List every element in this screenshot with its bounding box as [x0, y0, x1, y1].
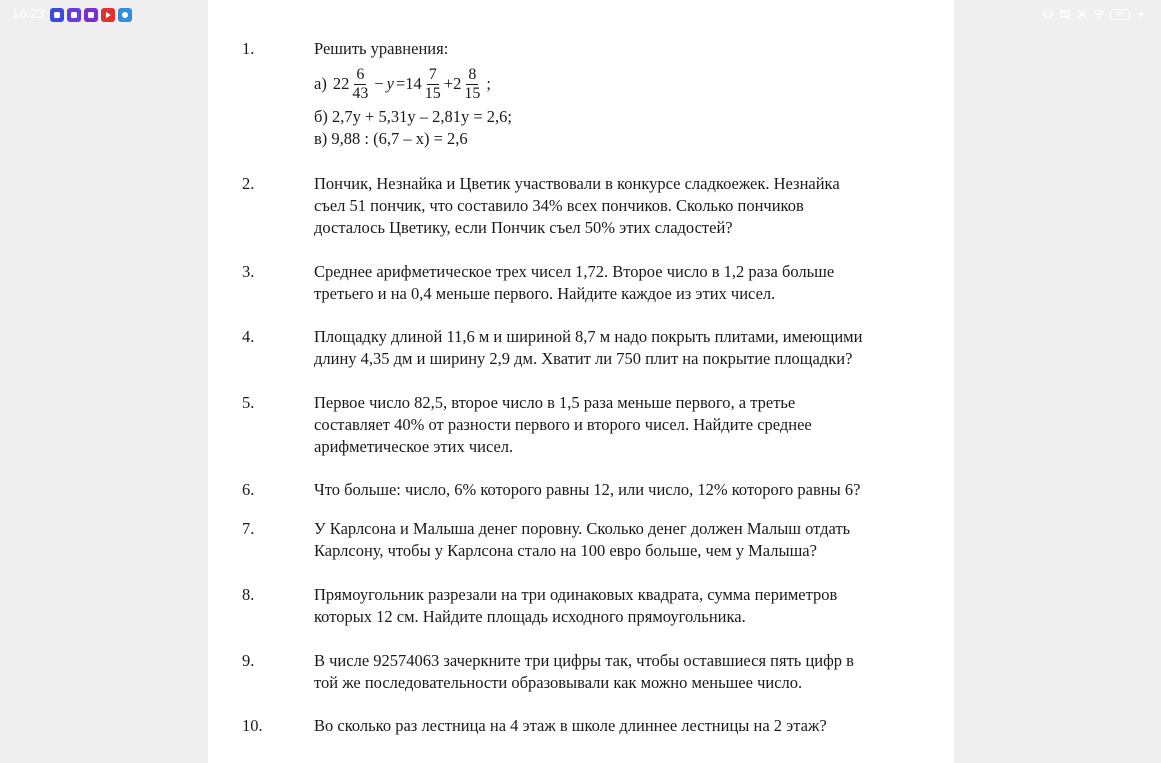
fraction	[423, 66, 443, 103]
charging-icon	[1135, 8, 1147, 20]
numerator: 7	[428, 65, 437, 83]
status-time: 16:23	[12, 6, 45, 21]
problem-text	[314, 584, 914, 628]
equation-a	[314, 62, 914, 106]
text-line: Карлсону, чтобы у Карлсона стало на 100 евро больше, чем у Малыша?	[314, 541, 817, 560]
text-line: Площадку длиной 11,6 м и шириной 8,7 м надо покрыть плитами, имеющими	[314, 327, 863, 346]
app-notification-icon	[67, 8, 81, 22]
denominator: 15	[424, 84, 441, 102]
text-line: Во сколько раз лестница на 4 этаж в школе длиннее лестницы на 2 этаж?	[314, 716, 827, 735]
numerator: 8	[468, 65, 477, 83]
problem-text	[314, 392, 914, 458]
problem-title: Решить уравнения:	[314, 39, 449, 58]
problem-text	[314, 173, 914, 239]
text-line: длину 4,35 дм и ширину 2,9 дм. Хватит ли 750 плит на покрытие площадки?	[314, 349, 853, 368]
denominator: 43	[352, 84, 369, 102]
text-line: той же последовательности образовывали как можно меньшее число.	[314, 673, 803, 692]
bluetooth-icon	[1042, 8, 1054, 20]
text-line: Что больше: число, 6% которого равны 12, или число, 12% которого равны 6?	[314, 480, 861, 499]
problem-number: 10.	[242, 716, 263, 735]
problem-text	[314, 650, 914, 694]
whole-part: 22	[332, 74, 350, 93]
notification-icons	[50, 8, 132, 22]
equals-part: =14	[395, 74, 422, 93]
text-line: съел 51 пончик, что составило 34% всех пончиков. Сколько пончиков	[314, 196, 804, 215]
text-line: которых 12 см. Найдите площадь исходного прямоугольника.	[314, 607, 746, 626]
problem-number: 7.	[242, 519, 255, 538]
fraction	[462, 66, 482, 103]
problem-number: 1.	[242, 39, 255, 58]
equation-c: в) 9,88 : (6,7 – x) = 2,6	[314, 129, 468, 148]
text-line: Первое число 82,5, второе число в 1,5 раза меньше первого, а третье	[314, 393, 796, 412]
signal-off-icon	[1076, 8, 1088, 20]
document-page	[208, 0, 954, 763]
wifi-icon	[1093, 8, 1105, 20]
problem-number: 2.	[242, 174, 255, 193]
plus-part: +2	[443, 74, 462, 93]
mute-icon	[1059, 8, 1071, 20]
text-line: У Карлсона и Малыша денег поровну. Сколько денег должен Малыш отдать	[314, 519, 851, 538]
text-line: В числе 92574063 зачеркните три цифры так, чтобы оставшиеся пять цифр в	[314, 651, 854, 670]
text-line: Среднее арифметическое трех чисел 1,72. Второе число в 1,2 раза больше	[314, 262, 835, 281]
app-notification-icon	[84, 8, 98, 22]
system-icons	[1042, 8, 1147, 20]
text-line: третьего и на 0,4 меньше первого. Найдите каждое из этих чисел.	[314, 284, 776, 303]
text-line: арифметическое этих чисел.	[314, 437, 514, 456]
text-line: составляет 40% от разности первого и второго чисел. Найдите среднее	[314, 415, 812, 434]
denominator: 15	[464, 84, 481, 102]
problem-number: 9.	[242, 651, 255, 670]
problem-text	[314, 479, 914, 501]
app-notification-icon	[118, 8, 132, 22]
text-line: Пончик, Незнайка и Цветик участвовали в конкурсе сладкоежек. Незнайка	[314, 174, 840, 193]
battery-icon: 68	[1110, 9, 1130, 20]
problem-number: 5.	[242, 393, 255, 412]
problem-text	[314, 715, 914, 737]
equation-label: а)	[314, 74, 327, 93]
problem-text	[314, 38, 914, 150]
text-line: Прямоугольник разрезали на три одинаковых квадрата, сумма периметров	[314, 585, 838, 604]
equation-b: б) 2,7y + 5,31y – 2,81y = 2,6;	[314, 107, 512, 126]
problem-number: 8.	[242, 585, 255, 604]
problem-number: 3.	[242, 262, 255, 281]
minus-sign: −	[374, 74, 384, 93]
variable: y	[386, 74, 394, 93]
problem-text	[314, 261, 914, 305]
text-line: досталось Цветику, если Пончик съел 50% этих сладостей?	[314, 218, 733, 237]
problem-number: 6.	[242, 480, 255, 499]
app-notification-icon	[50, 8, 64, 22]
video-app-icon	[101, 8, 115, 22]
problem-text	[314, 518, 914, 562]
problem-number: 4.	[242, 327, 255, 346]
semicolon: ;	[486, 74, 491, 93]
problem-text	[314, 326, 914, 370]
fraction	[350, 66, 370, 103]
numerator: 6	[356, 65, 365, 83]
